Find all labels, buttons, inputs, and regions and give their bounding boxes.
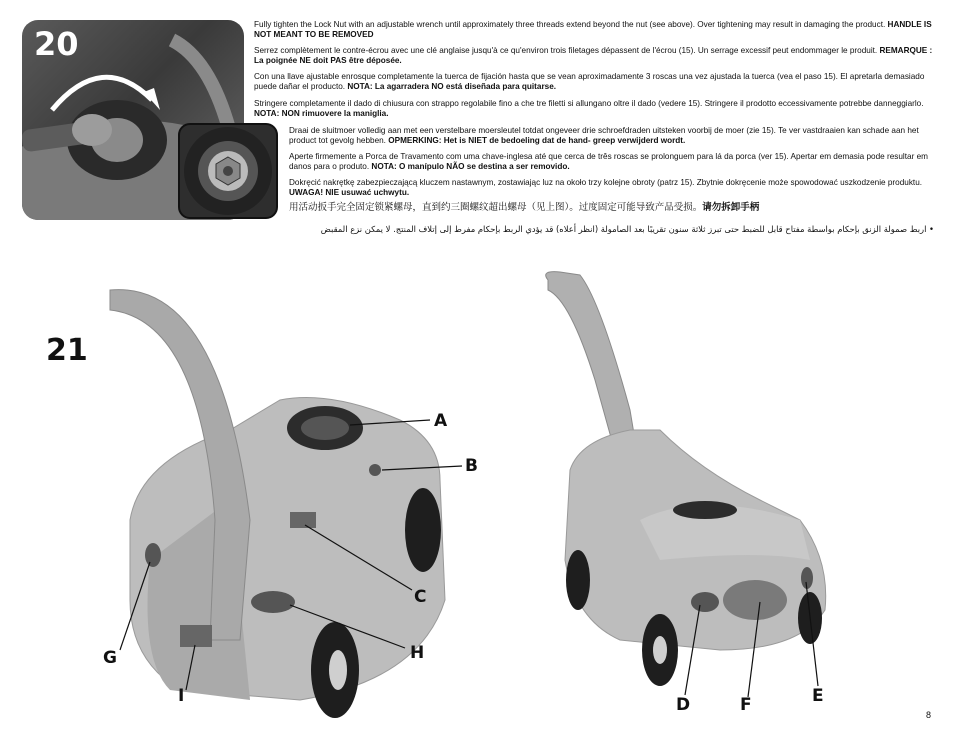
step20-number: 20 xyxy=(34,25,79,63)
license-plate-i xyxy=(180,625,212,647)
callout-b: B xyxy=(465,456,478,476)
callout-c: C xyxy=(414,587,427,607)
instruction-arabic: • اربط صمولة الزنق بإحكام بواسطة مفتاح قابل للضبط حتى تبرز ثلاثة سنون تقريبًا بعد الصامولة (انظر أعلاه) قد يؤدي الربط بإحكام مفرط إلى إتلاف المنتج. لا يمكن نزع المقبض xyxy=(320,224,934,234)
horn-button-c xyxy=(290,512,316,528)
callout-d: D xyxy=(676,695,691,715)
callout-g: G xyxy=(103,648,117,668)
callout-e: E xyxy=(812,686,824,706)
callout-h: H xyxy=(410,643,425,663)
instruction-portuguese: Aperte firmemente a Porca de Travamento com uma chave-inglesa até que cerca de três roscas se prolonguem para lá da porca (ver 15). Apertar em demasia pode resultar em danos para o produto. NOTA: O manípulo NÃO se destina a ser removido. xyxy=(289,152,928,172)
instruction-polish: Dokręcić nakrętkę zabezpieczającą kluczem nastawnym, zostawiając luz na około trzy kolejne obroty (patrz 15). Zbytnie dokręcenie może spowodować uszkodzenie produktu. UWAGA! NIE usuwać uchwytu. xyxy=(289,178,923,198)
instruction-english: Fully tighten the Lock Nut with an adjustable wrench until approximately three threads extend beyond the nut (see above). Over tightening may result in damaging the product. HANDLE IS NOT MEANT TO BE REMOVED xyxy=(254,20,932,40)
callout-f: F xyxy=(740,695,752,715)
step21-number: 21 xyxy=(46,333,88,368)
instruction-chinese: 用活动扳手完全固定锁紧螺母，直到约三圈螺纹超出螺母（见上图）。过度固定可能导致产品受损。请勿拆卸手柄 xyxy=(289,202,760,213)
instruction-spanish: Con una llave ajustable enrosque completamente la tuerca de fijación hasta que se vean aproximadamente 3 roscas una vez ajustada la tuerca (vea el paso 15). El apretarla demasiado puede dañar el producto. NOTA: La agarradera NO está diseñada para quitarse. xyxy=(254,72,925,92)
page-number: 8 xyxy=(926,710,932,720)
car-front-view xyxy=(546,272,826,697)
front-steering-wheel xyxy=(673,501,737,519)
instruction-french: Serrez complètement le contre-écrou avec une clé anglaise jusqu'à ce qu'environ trois filetages dépassent de l'écrou (15). Un serrage excessif peut endommager le produit. REMARQUE : La poignée NE doit PAS être déposée. xyxy=(254,46,933,66)
rear-right-wheel xyxy=(405,488,441,572)
instruction-italian: Stringere completamente il dado di chiusura con strappo regolabile fino a che tre filetti si allungano oltre il dado (vedere 15). Stringere il prodotto eccessivamente potrebbe danneggiarlo. NOTA: NON rimuovere la maniglia. xyxy=(254,99,924,119)
instruction-dutch: Draai de sluitmoer volledig aan met een verstelbare moersleutel totdat ongeveer drie schroefdraden uitsteken voorbij de moer (zie 15). Te ver vastdraaien kan schade aan het product tot gevolg hebben. OPMERKING: Het is NIET de bedoeling dat de hand- greep verwijderd wordt. xyxy=(289,126,919,146)
callout-i: I xyxy=(178,686,185,706)
key-ignition-b xyxy=(369,464,381,476)
callout-a: A xyxy=(434,411,448,431)
grille-f xyxy=(723,580,787,620)
rear-light-h xyxy=(251,591,295,613)
headlight-d xyxy=(691,592,719,612)
side-light-g xyxy=(145,543,161,567)
front-left-rear-wheel xyxy=(566,550,590,610)
